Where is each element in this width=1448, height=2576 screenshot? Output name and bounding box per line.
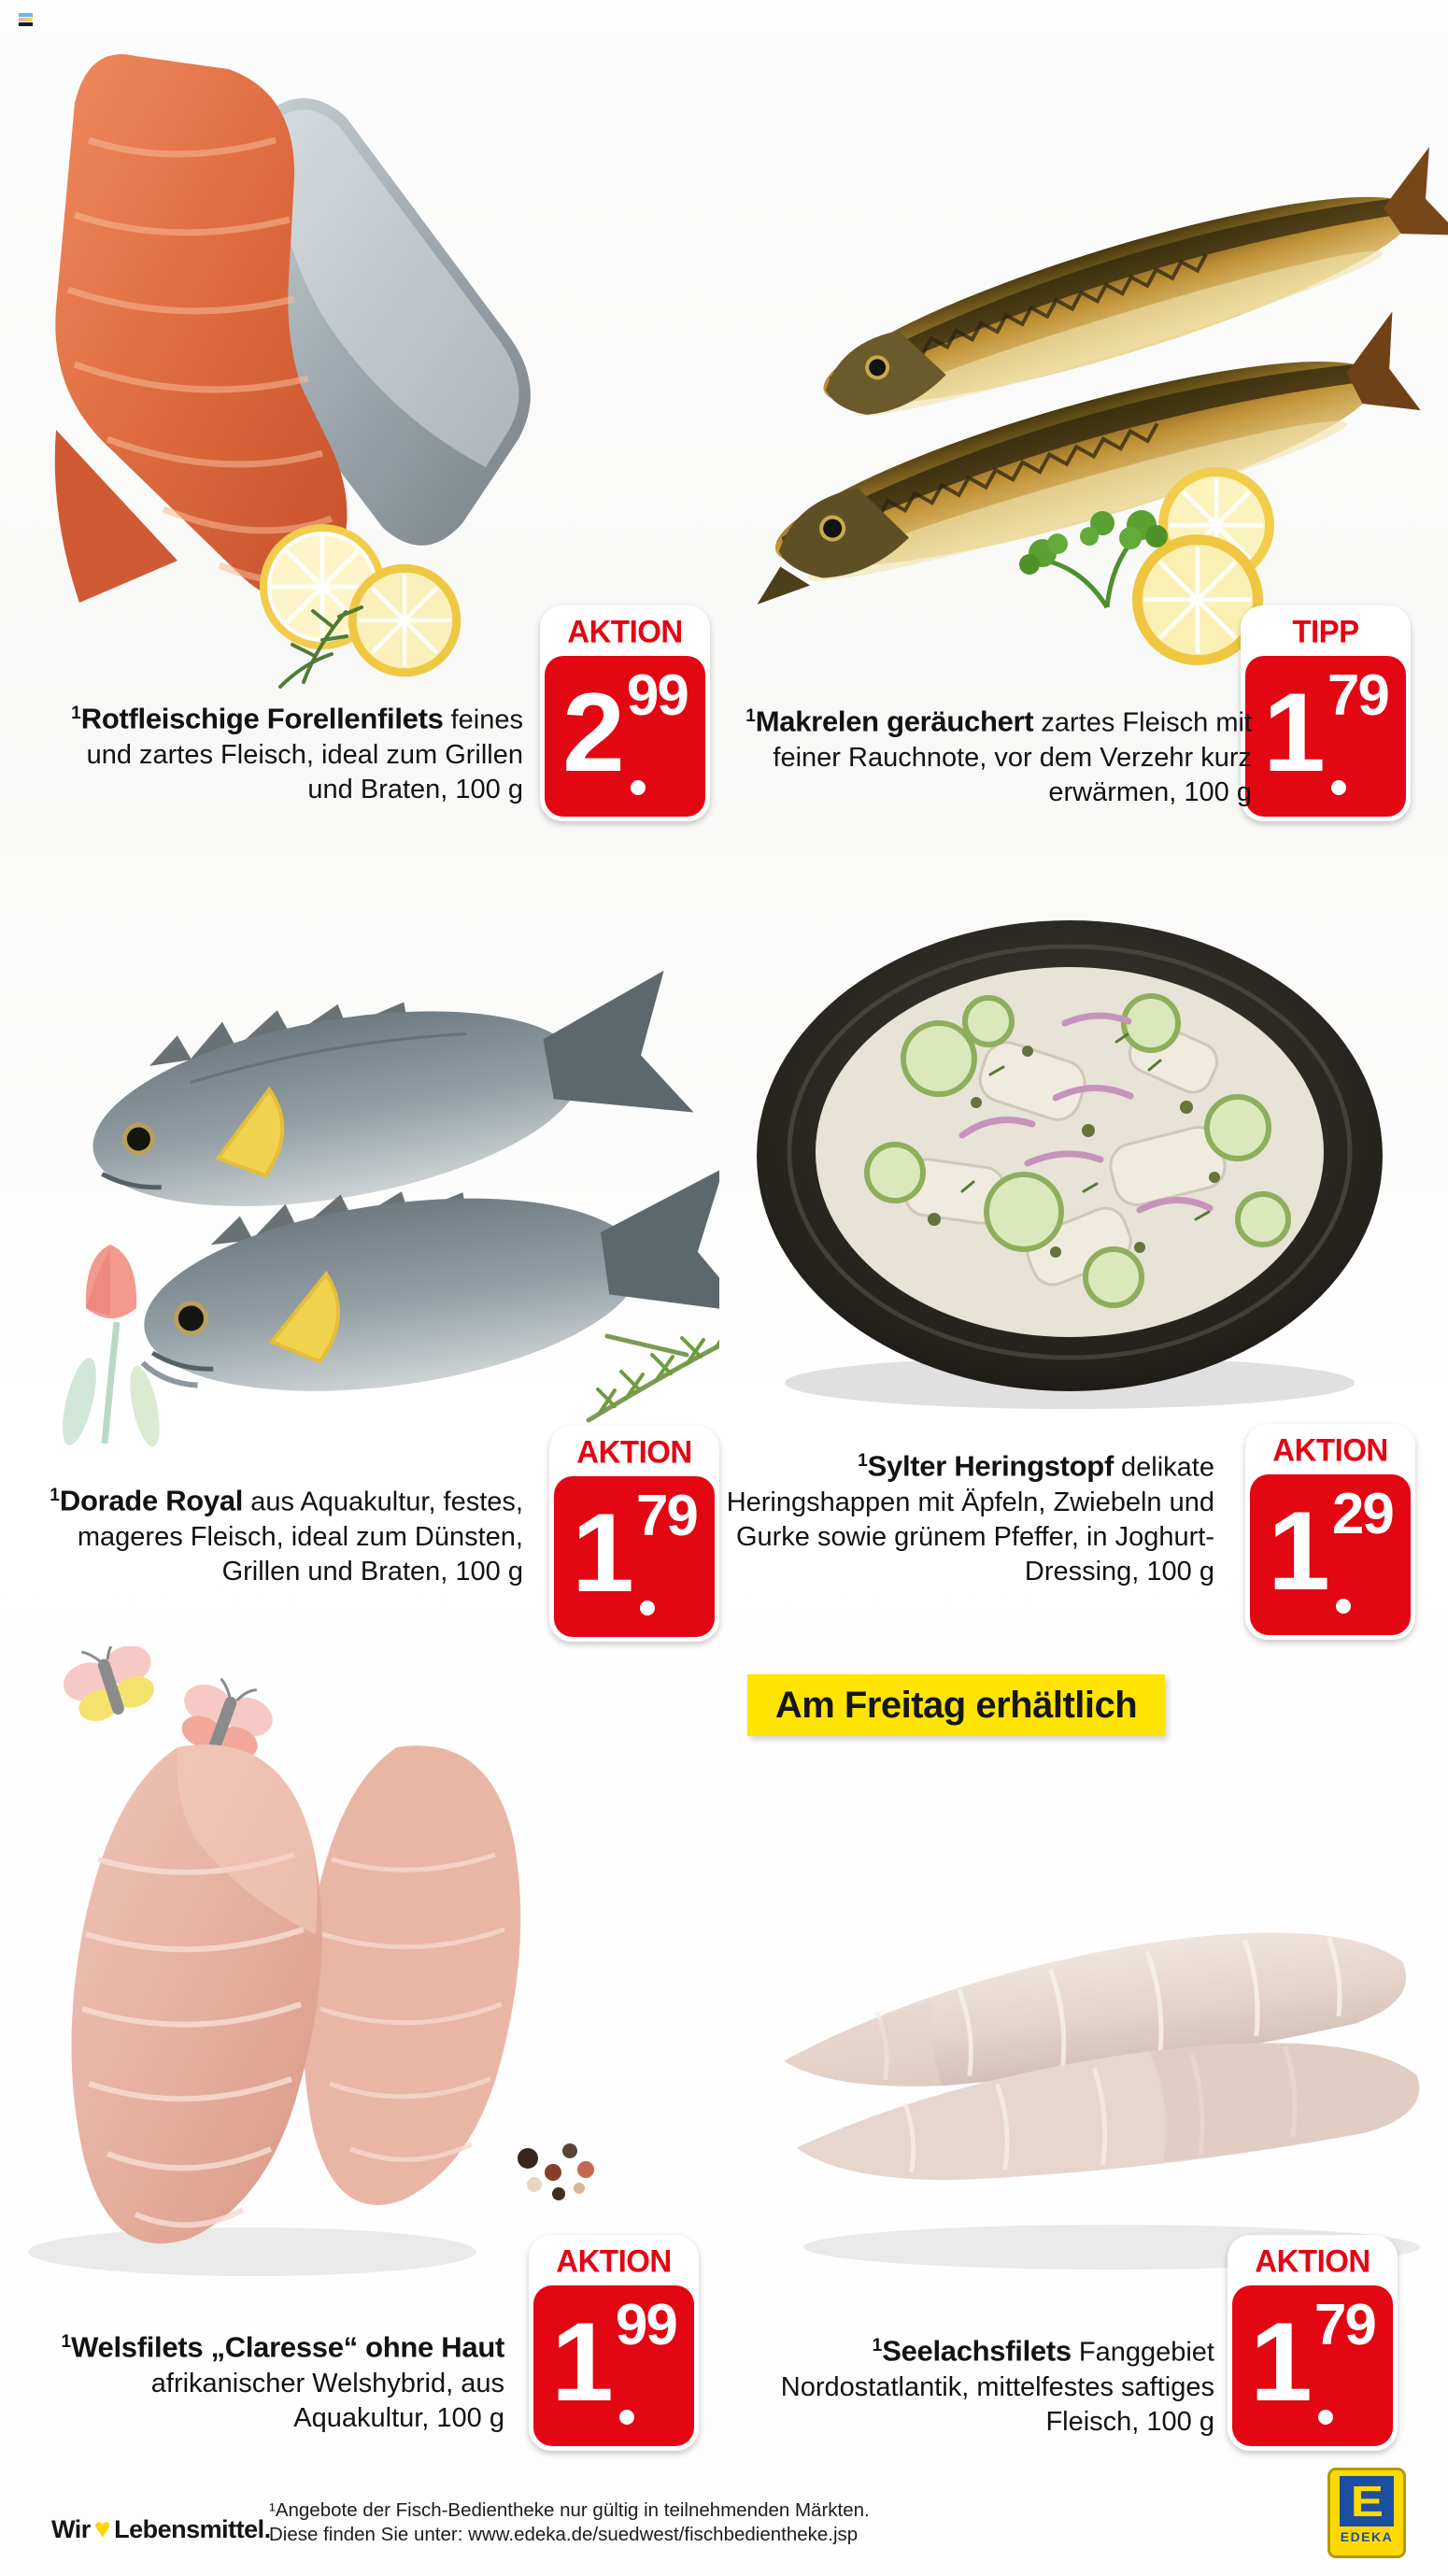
dorade-photo <box>28 934 719 1458</box>
edeka-logo <box>1327 2468 1406 2558</box>
product-seelachsfilets-text <box>710 2328 1214 2440</box>
product-title: Sylter Heringstopf <box>867 1449 1114 1483</box>
badge-tag: AKTION <box>556 2242 672 2279</box>
price-badge-makrelen <box>1241 605 1411 821</box>
welsfilets-photo <box>19 1710 617 2298</box>
price-dot <box>1336 1599 1351 1614</box>
price-badge-forellenfilets <box>540 605 710 821</box>
product-description: aus Aquakultur, festes, mageres Fleisch, ideal zum Dünsten, Grillen und Braten, 100 g <box>77 1487 523 1587</box>
edeka-slogan: Wir ♥ Lebensmittel. <box>51 2513 271 2544</box>
footnote-marker: 1 <box>858 1451 868 1471</box>
price-badge-heringstopf <box>1245 1424 1415 1640</box>
footnote-line-2: Diese finden Sie unter: www.edeka.de/suedwest/fischbedientheke.jsp <box>269 2524 859 2545</box>
tulip-illustration <box>56 1245 165 1449</box>
rosemary-sprig <box>589 1326 719 1420</box>
product-title: Welsfilets „Claresse“ ohne Haut <box>71 2330 504 2364</box>
forellenfilets-photo <box>23 28 556 696</box>
product-forellenfilets-text <box>37 696 523 807</box>
price-badge-welsfilets <box>529 2235 699 2451</box>
price-dot <box>1331 780 1346 795</box>
footnote-line-1: ¹Angebote der Fisch-Bedientheke nur gültig in teilnehmenden Märkten. <box>269 2499 870 2521</box>
product-dorade-text <box>28 1478 523 1589</box>
badge-price: 1 99 <box>533 2285 694 2446</box>
lemon-slice <box>348 564 461 677</box>
product-description: Fanggebiet Nordostatlantik, mittelfestes saftiges Fleisch, 100 g <box>780 2337 1214 2437</box>
availability-banner: Am Freitag erhältlich <box>747 1674 1165 1736</box>
badge-tag: AKTION <box>1272 1431 1388 1468</box>
badge-tag: AKTION <box>1255 2242 1370 2279</box>
product-makrelen-text <box>729 699 1252 810</box>
badge-price: 1 79 <box>554 1476 715 1637</box>
product-heringstopf-text <box>691 1444 1214 1589</box>
price-dot <box>619 2410 634 2425</box>
badge-price: 1 29 <box>1250 1474 1411 1635</box>
dorade-fish <box>75 942 698 1239</box>
price-dot <box>640 1601 655 1615</box>
badge-tag: TIPP <box>1292 613 1359 649</box>
footnote-marker: 1 <box>745 706 756 726</box>
print-registration-mark <box>19 13 33 27</box>
footnote-marker: 1 <box>872 2336 883 2355</box>
price-dot <box>631 780 646 795</box>
heart-icon: ♥ <box>93 2513 111 2544</box>
edeka-logo-letter: E <box>1340 2476 1394 2526</box>
badge-tag: AKTION <box>567 613 683 649</box>
footnote-marker: 1 <box>61 2332 72 2352</box>
footnote-marker: 1 <box>71 704 81 723</box>
price-dot <box>1318 2410 1333 2425</box>
edeka-logo-text: EDEKA <box>1340 2529 1394 2544</box>
footnote <box>269 2498 870 2547</box>
badge-price: 1 79 <box>1232 2285 1393 2446</box>
product-description: feines und zartes Fleisch, ideal zum Grillen und Braten, 100 g <box>86 704 523 804</box>
product-description: delikate Heringshappen mit Äpfeln, Zwiebeln und Gurke sowie grünem Pfeffer, in Joghurt-Dressing, 100 g <box>726 1452 1214 1587</box>
product-title: Makrelen geräuchert <box>755 704 1034 738</box>
product-title: Rotfleischige Forellenfilets <box>80 702 444 735</box>
product-welsfilets-text <box>19 2325 504 2436</box>
product-description: afrikanischer Welshybrid, aus Aquakultur, 100 g <box>150 2368 504 2433</box>
badge-price: 1 79 <box>1245 656 1406 817</box>
footnote-marker: 1 <box>50 1486 60 1505</box>
price-badge-seelachsfilets <box>1228 2235 1398 2451</box>
seelachsfilets-photo <box>738 1822 1448 2289</box>
badge-tag: AKTION <box>576 1433 692 1470</box>
badge-price: 2 99 <box>545 656 705 817</box>
product-description: zartes Fleisch mit feiner Rauchnote, vor dem Verzehr kurz erwärmen, 100 g <box>773 707 1252 807</box>
product-title: Seelachsfilets <box>882 2334 1072 2368</box>
peppercorns <box>518 2143 594 2200</box>
heringstopf-photo <box>747 911 1392 1420</box>
product-title: Dorade Royal <box>59 1484 244 1517</box>
